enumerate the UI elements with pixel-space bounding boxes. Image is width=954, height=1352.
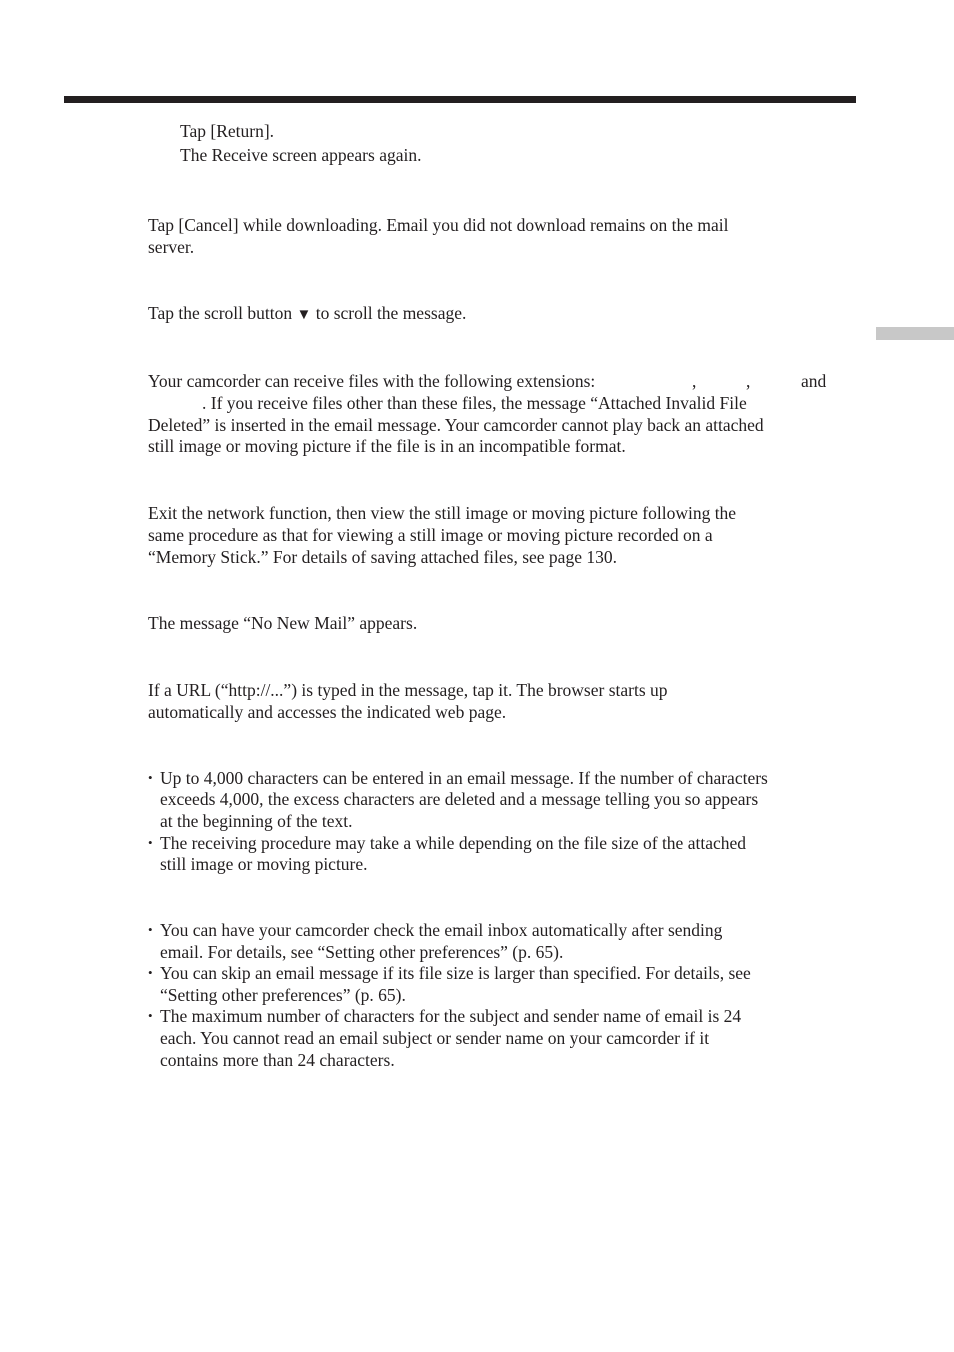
extensions-comma: ,	[746, 371, 751, 391]
note-text-line: exceeds 4,000, the excess characters are deleted and a message telling you so appears	[160, 789, 759, 809]
extensions-text-line: still image or moving picture if the file is in an incompatible format.	[148, 436, 626, 456]
viewing-text-line: same procedure as that for viewing a still image or moving picture recorded on a	[148, 525, 713, 545]
bullet-icon: •	[148, 965, 153, 980]
step-instruction: Tap [Return].	[180, 121, 275, 141]
tip-text-line: contains more than 24 characters.	[160, 1050, 395, 1070]
scroll-text-before: Tap the scroll button	[148, 303, 297, 323]
extensions-comma: ,	[692, 371, 697, 391]
tip-text-line: You can skip an email message if its file size is larger than specified. For details, see	[160, 963, 751, 983]
bullet-icon: •	[148, 1008, 153, 1023]
bullet-icon: •	[148, 922, 153, 937]
tip-text-line: “Setting other preferences” (p. 65).	[160, 985, 406, 1005]
extensions-and: and	[801, 371, 827, 391]
extensions-text-line: Deleted” is inserted in the email message. Your camcorder cannot play back an attached	[148, 415, 764, 435]
tip-text-line: each. You cannot read an email subject or sender name on your camcorder if it	[160, 1028, 710, 1048]
bullet-icon: •	[148, 835, 153, 850]
scroll-text-after: to scroll the message.	[311, 303, 467, 323]
note-text-line: at the beginning of the text.	[160, 811, 353, 831]
no-mail-text: The message “No New Mail” appears.	[148, 613, 418, 633]
extensions-text-line: Your camcorder can receive files with the following extensions:	[148, 371, 596, 391]
viewing-text-line: “Memory Stick.” For details of saving attached files, see page 130.	[148, 547, 617, 567]
section-index-tab	[876, 327, 954, 340]
tip-text-line: You can have your camcorder check the email inbox automatically after sending	[160, 920, 723, 940]
tip-text-line: The maximum number of characters for the subject and sender name of email is 24	[160, 1006, 742, 1026]
step-result: The Receive screen appears again.	[180, 145, 422, 165]
cancel-text-line: server.	[148, 237, 195, 257]
note-text-line: Up to 4,000 characters can be entered in an email message. If the number of characters	[160, 768, 768, 788]
extensions-text-line: . If you receive files other than these files, the message “Attached Invalid File	[202, 393, 747, 413]
scroll-text	[148, 302, 466, 326]
scroll-down-arrow-icon: ▼	[296, 307, 312, 323]
note-text-line: The receiving procedure may take a while depending on the file size of the attached	[160, 833, 746, 853]
tip-text-line: email. For details, see “Setting other preferences” (p. 65).	[160, 942, 564, 962]
header-rule	[64, 96, 856, 103]
note-text-line: still image or moving picture.	[160, 854, 368, 874]
bullet-icon: •	[148, 770, 153, 785]
url-text-line: automatically and accesses the indicated web page.	[148, 702, 507, 722]
cancel-text-line: Tap [Cancel] while downloading. Email you did not download remains on the mail	[148, 215, 729, 235]
url-text-line: If a URL (“http://...”) is typed in the message, tap it. The browser starts up	[148, 680, 668, 700]
viewing-text-line: Exit the network function, then view the still image or moving picture following the	[148, 503, 737, 523]
